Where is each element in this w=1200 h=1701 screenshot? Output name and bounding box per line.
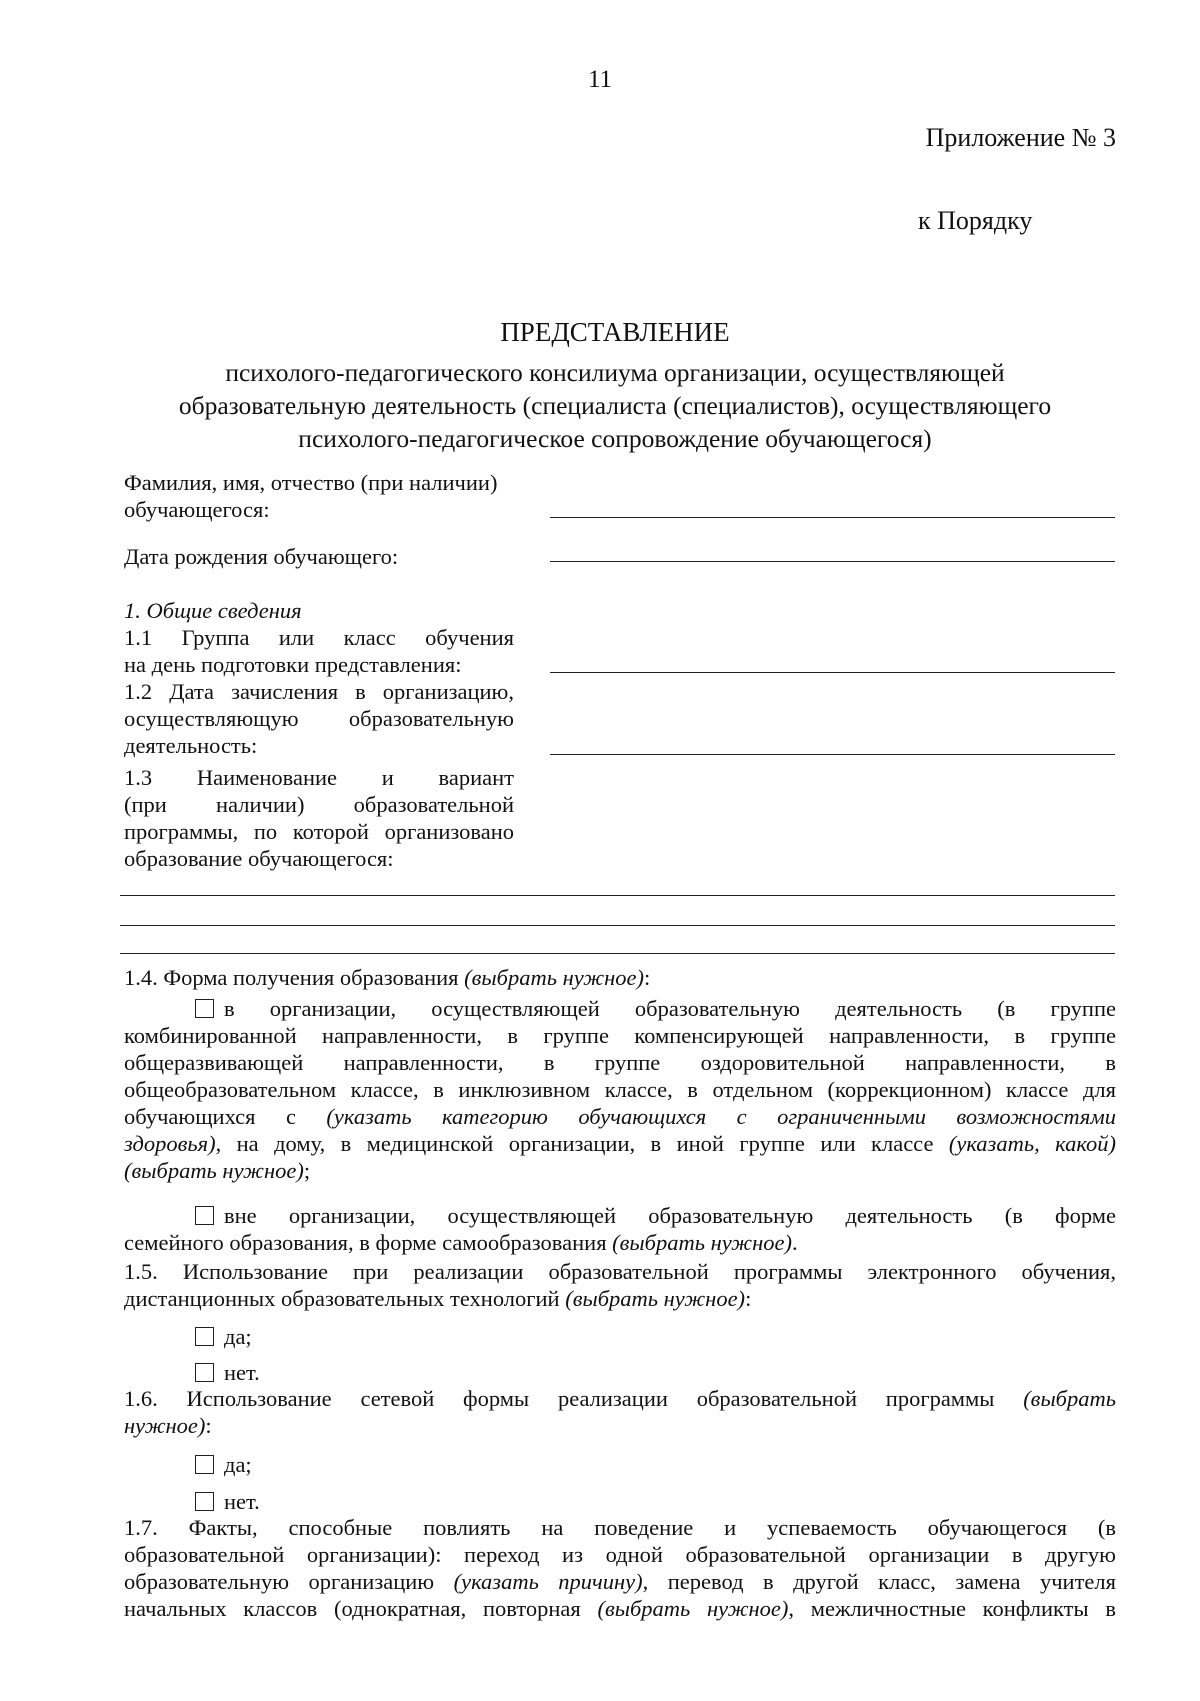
section-1-2-label	[124, 678, 514, 759]
checkbox-e-learning-no[interactable]	[195, 1363, 214, 1382]
option-2-text: вне организации, осуществляющей образовательную деятельность (в форме	[224, 1203, 1116, 1228]
subtitle-line: психолого-педагогическое сопровождение обучающегося)	[298, 424, 932, 453]
option-1-line: комбинированной направленности, в группе компенсирующей направленности, в группе	[124, 1023, 1116, 1048]
section-1-7-note: (указать причину)	[453, 1569, 643, 1594]
section-1-4-heading	[124, 964, 1116, 991]
checkbox-outside-organization[interactable]	[195, 1206, 214, 1225]
section-1-7-line: образовательной организации): переход из одной образовательной организации в другую	[124, 1542, 1116, 1567]
section-1-1-label	[124, 624, 514, 678]
option-1-line	[124, 1157, 1116, 1184]
no-label: нет.	[224, 1360, 260, 1385]
document-title: ПРЕДСТАВЛЕНИЕ	[500, 317, 730, 347]
section-1-heading: 1. Общие сведения	[124, 598, 302, 623]
fio-label-line: обучающегося:	[124, 497, 270, 522]
section-1-7-line	[124, 1595, 1116, 1622]
section-1-3-input-line-1[interactable]	[120, 895, 1115, 896]
network-form-no-option	[195, 1488, 260, 1515]
section-1-4-heading-text: 1.4. Форма получения образования	[124, 965, 459, 990]
section-1-5-text: дистанционных образовательных технологий	[124, 1286, 566, 1311]
option-2-text: .	[792, 1230, 798, 1255]
section-1-6-note: (выбрать	[1023, 1386, 1116, 1411]
checkbox-network-form-no[interactable]	[195, 1492, 214, 1511]
section-1-3-input-line-3[interactable]	[120, 953, 1115, 954]
option-1-line	[124, 1130, 1116, 1157]
checkbox-e-learning-yes[interactable]	[195, 1327, 214, 1346]
yes-label: да;	[224, 1452, 252, 1477]
section-1-5-line	[124, 1285, 1116, 1312]
option-1-note: здоровья)	[124, 1131, 216, 1156]
fio-label-line: Фамилия, имя, отчество (при наличии)	[124, 470, 498, 495]
section-1-4-heading-end: :	[644, 965, 651, 990]
section-1-6-text: 1.6. Использование сетевой формы реализации образовательной программы	[124, 1386, 1024, 1411]
section-1-4-option-2	[124, 1202, 1116, 1256]
section-1-2-line: осуществляющую образовательную	[124, 706, 514, 731]
option-1-note: (выбрать нужное)	[124, 1158, 304, 1183]
option-1-note: (указать категорию обучающихся с ограниченными возможностями	[326, 1104, 1116, 1129]
section-1-3-label	[124, 764, 514, 872]
section-1-1-input-line[interactable]	[550, 672, 1115, 673]
section-1-4-option-1	[124, 995, 1116, 1184]
section-1-1-line: 1.1 Группа или класс обучения	[124, 625, 514, 650]
e-learning-yes-option	[195, 1323, 252, 1350]
e-learning-no-option	[195, 1359, 260, 1386]
checkbox-network-form-yes[interactable]	[195, 1455, 214, 1474]
section-1-3-line: 1.3 Наименование и вариант	[124, 765, 514, 790]
section-1-7-line: 1.7. Факты, способные повлиять на поведение и успеваемость обучающегося (в	[124, 1515, 1116, 1540]
section-1-7-text: , перевод в другой класс, замена учителя	[642, 1569, 1116, 1594]
page-number: 11	[587, 66, 613, 93]
fio-label	[124, 469, 534, 523]
network-form-yes-option	[195, 1451, 252, 1478]
section-1-7-text: образовательную организацию	[124, 1569, 454, 1594]
option-1-text: , на дому, в медицинской организации, в иной группе или классе	[215, 1131, 949, 1156]
section-1-5-line: 1.5. Использование при реализации образовательной программы электронного обучения,	[124, 1259, 1116, 1284]
to-order-label: к Порядку	[918, 206, 1033, 235]
section-1-7	[124, 1514, 1116, 1622]
fio-input-line[interactable]	[550, 517, 1115, 518]
section-1-6-line	[124, 1412, 1116, 1439]
subtitle-line: психолого-педагогического консилиума организации, осуществляющей	[225, 358, 1005, 387]
section-1-7-note: (выбрать нужное)	[597, 1596, 789, 1621]
section-1-3-line: образование обучающегося:	[124, 846, 394, 871]
yes-label: да;	[224, 1324, 252, 1349]
option-1-line: общеобразовательном классе, в инклюзивном классе, в отдельном (коррекционном) классе для	[124, 1077, 1116, 1102]
checkbox-in-organization[interactable]	[195, 999, 214, 1018]
section-1-7-text: начальных классов (однократная, повторная	[124, 1596, 598, 1621]
section-1-6-line	[124, 1385, 1116, 1412]
option-1-text: обучающихся с	[124, 1104, 327, 1129]
option-1-line: общеразвивающей направленности, в группе оздоровительной направленности, в	[124, 1050, 1116, 1075]
no-label: нет.	[224, 1489, 260, 1514]
section-1-7-text: , межличностные конфликты в	[788, 1596, 1116, 1621]
section-1-6	[124, 1385, 1116, 1439]
section-1-3-input-line-2[interactable]	[120, 925, 1115, 926]
section-1-3-line: программы, по которой организовано	[124, 819, 514, 844]
section-1-3-line: (при наличии) образовательной	[124, 792, 514, 817]
option-1-text: ;	[303, 1158, 311, 1183]
section-1-2-line: деятельность:	[124, 733, 258, 758]
section-1-6-note: нужное)	[124, 1413, 206, 1438]
document-subtitle	[100, 356, 1130, 455]
section-1-2-input-line[interactable]	[550, 754, 1115, 755]
section-1-5-note: (выбрать нужное)	[565, 1286, 746, 1311]
option-2-note: (выбрать нужное)	[612, 1230, 793, 1255]
appendix-label: Приложение № 3	[925, 123, 1116, 152]
section-1-4-heading-note: (выбрать нужное)	[464, 965, 644, 990]
option-2-text: семейного образования, в форме самообразования	[124, 1230, 613, 1255]
section-1-5-text: :	[745, 1286, 752, 1311]
option-2-line	[124, 1202, 1116, 1229]
subtitle-line: образовательную деятельность (специалиста (специалистов), осуществляющего	[178, 391, 1052, 420]
section-1-7-line	[124, 1568, 1116, 1595]
birth-date-label: Дата рождения обучающего:	[124, 544, 399, 569]
section-1-5	[124, 1258, 1116, 1312]
option-1-line	[124, 995, 1116, 1022]
birth-date-input-line[interactable]	[550, 561, 1115, 562]
section-1-1-line: на день подготовки представления:	[124, 652, 462, 677]
option-2-line	[124, 1229, 1116, 1256]
option-1-line	[124, 1103, 1116, 1130]
section-1-2-line: 1.2 Дата зачисления в организацию,	[124, 679, 514, 704]
option-1-note: (указать, какой)	[948, 1131, 1116, 1156]
option-1-text: в организации, осуществляющей образовательную деятельность (в группе	[224, 996, 1116, 1021]
section-1-6-text: :	[205, 1413, 212, 1438]
